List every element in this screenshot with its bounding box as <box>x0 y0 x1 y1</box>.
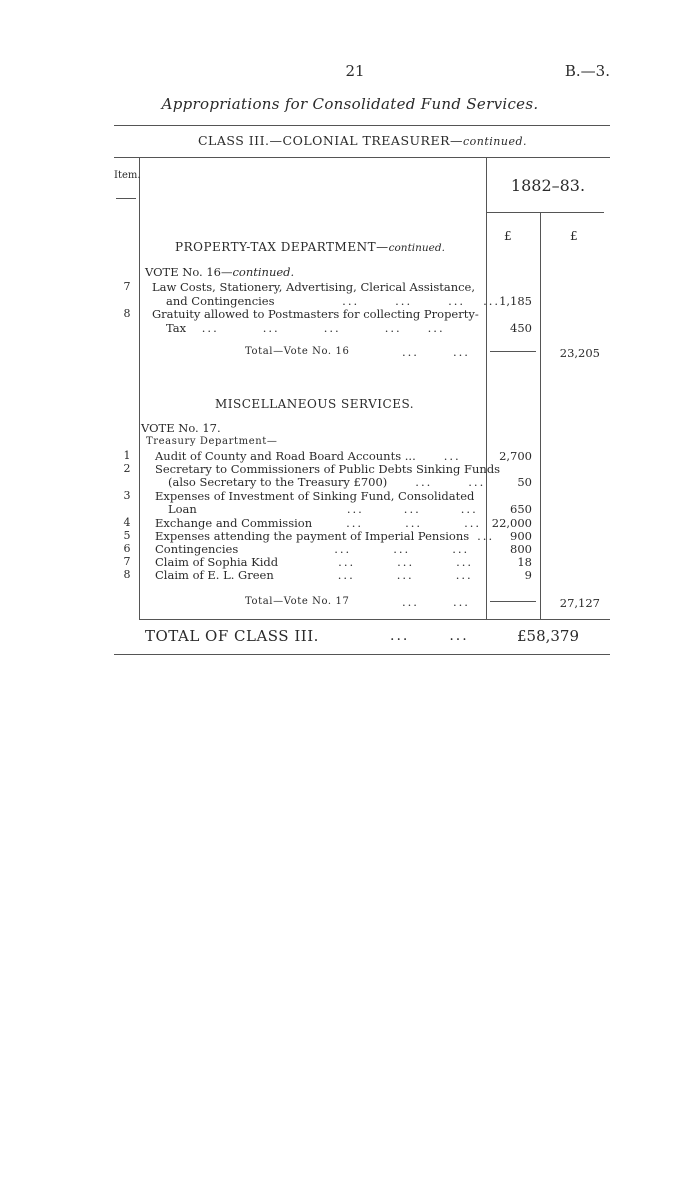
line-item-text: Contingencies ... ... ... <box>155 542 470 556</box>
page-number: 21 <box>345 62 365 80</box>
vote-16-text: VOTE No. 16— <box>145 265 233 279</box>
item-number: 3 <box>123 489 131 502</box>
item-column-label: Item. <box>114 170 141 181</box>
line-item-label: Claim of E. L. Green <box>155 568 274 582</box>
class-heading <box>115 133 610 148</box>
vote-16-total-label: Total—Vote No. 16 <box>245 346 350 357</box>
line-item-continuation: Loan <box>168 502 197 516</box>
total-dots: ... ... <box>402 345 470 359</box>
top-rule <box>114 125 610 126</box>
property-tax-title-suffix: continued. <box>388 242 445 254</box>
line-item-label: Claim of Sophia Kidd <box>155 555 279 569</box>
line-item-amount: 22,000 <box>491 516 532 530</box>
line-item-text: Exchange and Commission ... ... ... <box>155 516 482 530</box>
vote-16-suffix: continued. <box>232 265 295 279</box>
line-item-label: Expenses attending the payment of Imperial Pensions <box>155 529 470 543</box>
line-item-continuation: (also Secretary to the Treasury £700) <box>168 475 388 489</box>
item-label-underline <box>116 198 136 199</box>
total-column-divider <box>540 212 541 620</box>
line-item-text-continued: Loan ... ... ... <box>168 502 478 516</box>
line-item-text-continued: (also Secretary to the Treasury £700) ... ... <box>168 475 486 489</box>
item-number: 5 <box>123 529 131 542</box>
line-item-text: Audit of County and Road Board Accounts ... ... <box>155 449 461 463</box>
line-item-amount: 2,700 <box>499 449 532 463</box>
vote-17-total-label: Total—Vote No. 17 <box>245 596 350 607</box>
section-title-property-tax <box>175 240 445 254</box>
line-item-amount: 50 <box>517 475 532 489</box>
line-item-continuation: Tax <box>166 321 187 335</box>
line-item-label: Exchange and Commission <box>155 516 313 530</box>
line-item-amount: 650 <box>510 502 532 516</box>
bottom-rule <box>114 654 610 655</box>
line-item-text: Expenses attending the payment of Imperial Pensions ... <box>155 529 495 543</box>
class-heading-suffix: continued. <box>463 135 528 148</box>
grand-total-value: £58,379 <box>516 627 580 645</box>
line-item-label: Audit of County and Road Board Accounts ... <box>155 449 416 463</box>
line-item-text: Claim of E. L. Green ... ... ... <box>155 568 473 582</box>
grand-total-dots: ... ... <box>390 628 469 644</box>
line-item-text: Claim of Sophia Kidd ... ... ... <box>155 555 474 569</box>
vote-17-total-value: 27,127 <box>559 596 600 610</box>
line-item-text: Law Costs, Stationery, Advertising, Clerical Assistance, <box>152 280 476 294</box>
document-reference: B.—3. <box>564 62 610 80</box>
item-number: 2 <box>123 462 131 475</box>
line-item-text: Expenses of Investment of Sinking Fund, Consolidated <box>155 489 475 503</box>
line-item-amount: 450 <box>510 321 532 335</box>
year-underline <box>486 212 604 213</box>
vote-16-total-value: 23,205 <box>559 346 600 360</box>
property-tax-title: PROPERTY-TAX DEPARTMENT— <box>175 240 389 254</box>
total-dots: ... ... <box>402 595 470 609</box>
line-item-text-continued: and Contingencies ... ... ... ... <box>166 294 501 308</box>
line-item-amount: 1,185 <box>499 294 532 308</box>
item-number: 6 <box>123 542 131 555</box>
item-number: 7 <box>123 280 131 293</box>
currency-symbol-left: £ <box>504 229 512 243</box>
item-number: 7 <box>123 555 131 568</box>
line-item-label: Contingencies <box>155 542 239 556</box>
subtotal-rule <box>490 601 536 602</box>
grand-total-label: TOTAL OF CLASS III. <box>145 627 319 645</box>
subtotal-rule <box>490 351 536 352</box>
treasury-department-label: Treasury Department— <box>146 436 278 447</box>
item-number: 1 <box>123 449 131 462</box>
line-item-continuation: and Contingencies <box>166 294 275 308</box>
table-top-rule <box>114 157 610 158</box>
line-item-amount: 9 <box>524 568 532 582</box>
year-heading: 1882–83. <box>510 176 586 195</box>
line-item-amount: 18 <box>517 555 532 569</box>
class-heading-text: CLASS III.—COLONIAL TREASURER— <box>197 133 463 148</box>
vote-17-label: VOTE No. 17. <box>141 421 221 435</box>
page-title: Appropriations for Consolidated Fund Services. <box>161 95 539 113</box>
line-item-text-continued: Tax ... ... ... ... ... <box>166 321 445 335</box>
section-title-miscellaneous: MISCELLANEOUS SERVICES. <box>215 397 415 411</box>
currency-symbol-right: £ <box>570 229 578 243</box>
line-item-amount: 900 <box>510 529 532 543</box>
table-bottom-rule <box>139 619 610 620</box>
line-item-text: Secretary to Commissioners of Public Debts Sinking Funds <box>155 462 501 476</box>
vote-16-label <box>145 265 294 279</box>
item-number: 8 <box>123 568 131 581</box>
line-item-amount: 800 <box>510 542 532 556</box>
line-item-text: Gratuity allowed to Postmasters for collecting Property- <box>152 307 479 321</box>
item-column-divider <box>139 158 140 620</box>
item-number: 8 <box>123 307 131 320</box>
item-number: 4 <box>123 516 131 529</box>
